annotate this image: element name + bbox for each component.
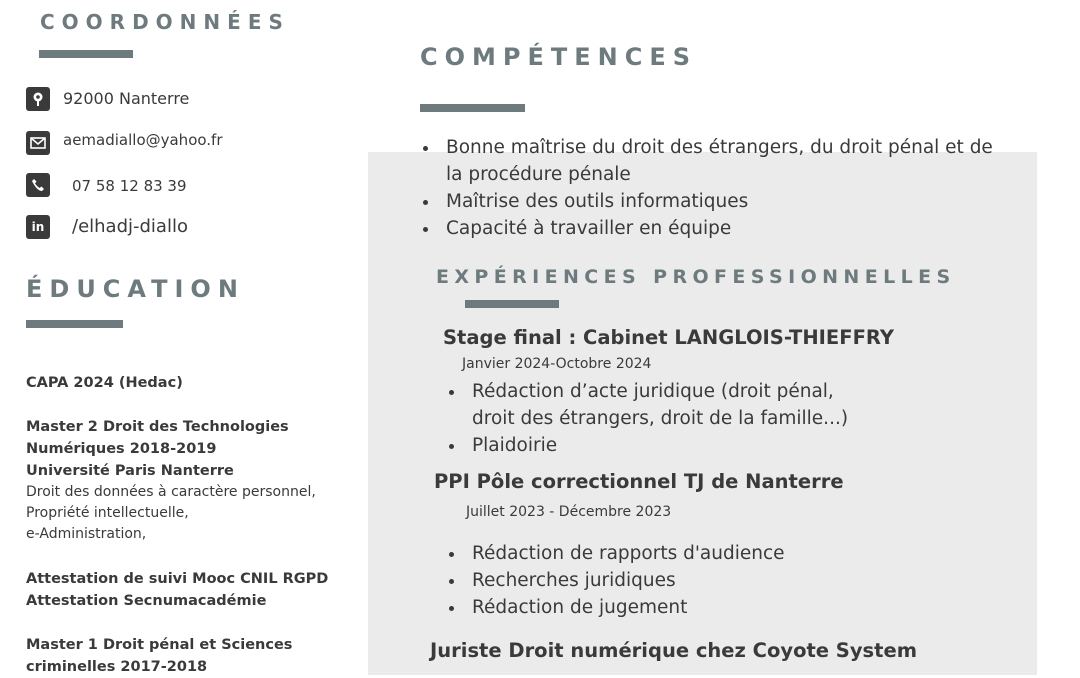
mail-icon [26,131,50,155]
education-detail: e-Administration, [26,526,147,542]
job-date: Janvier 2024-Octobre 2024 [462,356,652,372]
phone-icon [26,173,50,197]
job-title: Juriste Droit numérique chez Coyote System [430,639,918,662]
education-line: criminelles 2017-2018 [26,659,208,675]
education-entry [26,416,316,545]
job-title: PPI Pôle correctionnel TJ de Nanterre [434,470,844,493]
job-task: Rédaction de rapports d'audience [446,540,785,567]
education-heading-underline [26,320,123,328]
education-line: CAPA 2024 (Hedac) [26,375,183,391]
education-entry [26,634,292,678]
education-line: Master 2 Droit des Technologies [26,419,289,435]
contact-linkedin[interactable]: /elhadj-diallo [72,216,188,237]
skill-item: Bonne maîtrise du droit des étrangers, du droit pénal et de [420,134,993,161]
job-task-continuation: droit des étrangers, droit de la famille...) [472,408,849,429]
education-entry [26,372,183,394]
contact-heading-underline [39,50,133,58]
location-icon [26,87,50,111]
skill-item: Maîtrise des outils informatiques [420,188,993,215]
contact-heading: COORDONNÉES [40,10,290,34]
experience-heading: EXPÉRIENCES PROFESSIONNELLES [436,266,956,288]
skills-heading: COMPÉTENCES [420,43,698,71]
education-line: Attestation Secnumacadémie [26,593,267,609]
job-tasks [446,378,848,459]
education-line: Université Paris Nanterre [26,463,234,479]
skill-item: Capacité à travailler en équipe [420,215,993,242]
education-line: Attestation de suivi Mooc CNIL RGPD [26,571,329,587]
education-line: Numériques 2018-2019 [26,441,217,457]
education-entry [26,568,328,612]
contact-email[interactable]: aemadiallo@yahoo.fr [63,131,223,149]
contact-phone: 07 58 12 83 39 [72,177,187,195]
job-title: Stage final : Cabinet LANGLOIS-THIEFFRY [443,326,894,349]
job-task: Plaidoirie [446,432,848,459]
job-date: Juillet 2023 - Décembre 2023 [466,504,672,520]
education-detail: Propriété intellectuelle, [26,505,189,521]
experience-heading-underline [465,300,559,308]
education-line: Master 1 Droit pénal et Sciences [26,637,293,653]
skill-item-continuation: la procédure pénale [446,164,631,185]
job-tasks [446,540,785,621]
job-task: Recherches juridiques [446,567,785,594]
job-task: Rédaction d’acte juridique (droit pénal, [446,378,848,405]
education-heading: ÉDUCATION [26,275,245,303]
job-task: Rédaction de jugement [446,594,785,621]
education-detail: Droit des données à caractère personnel, [26,484,316,500]
linkedin-icon: in [26,215,50,239]
skills-heading-underline [420,104,525,112]
skills-list [420,134,993,242]
contact-location: 92000 Nanterre [63,89,190,108]
